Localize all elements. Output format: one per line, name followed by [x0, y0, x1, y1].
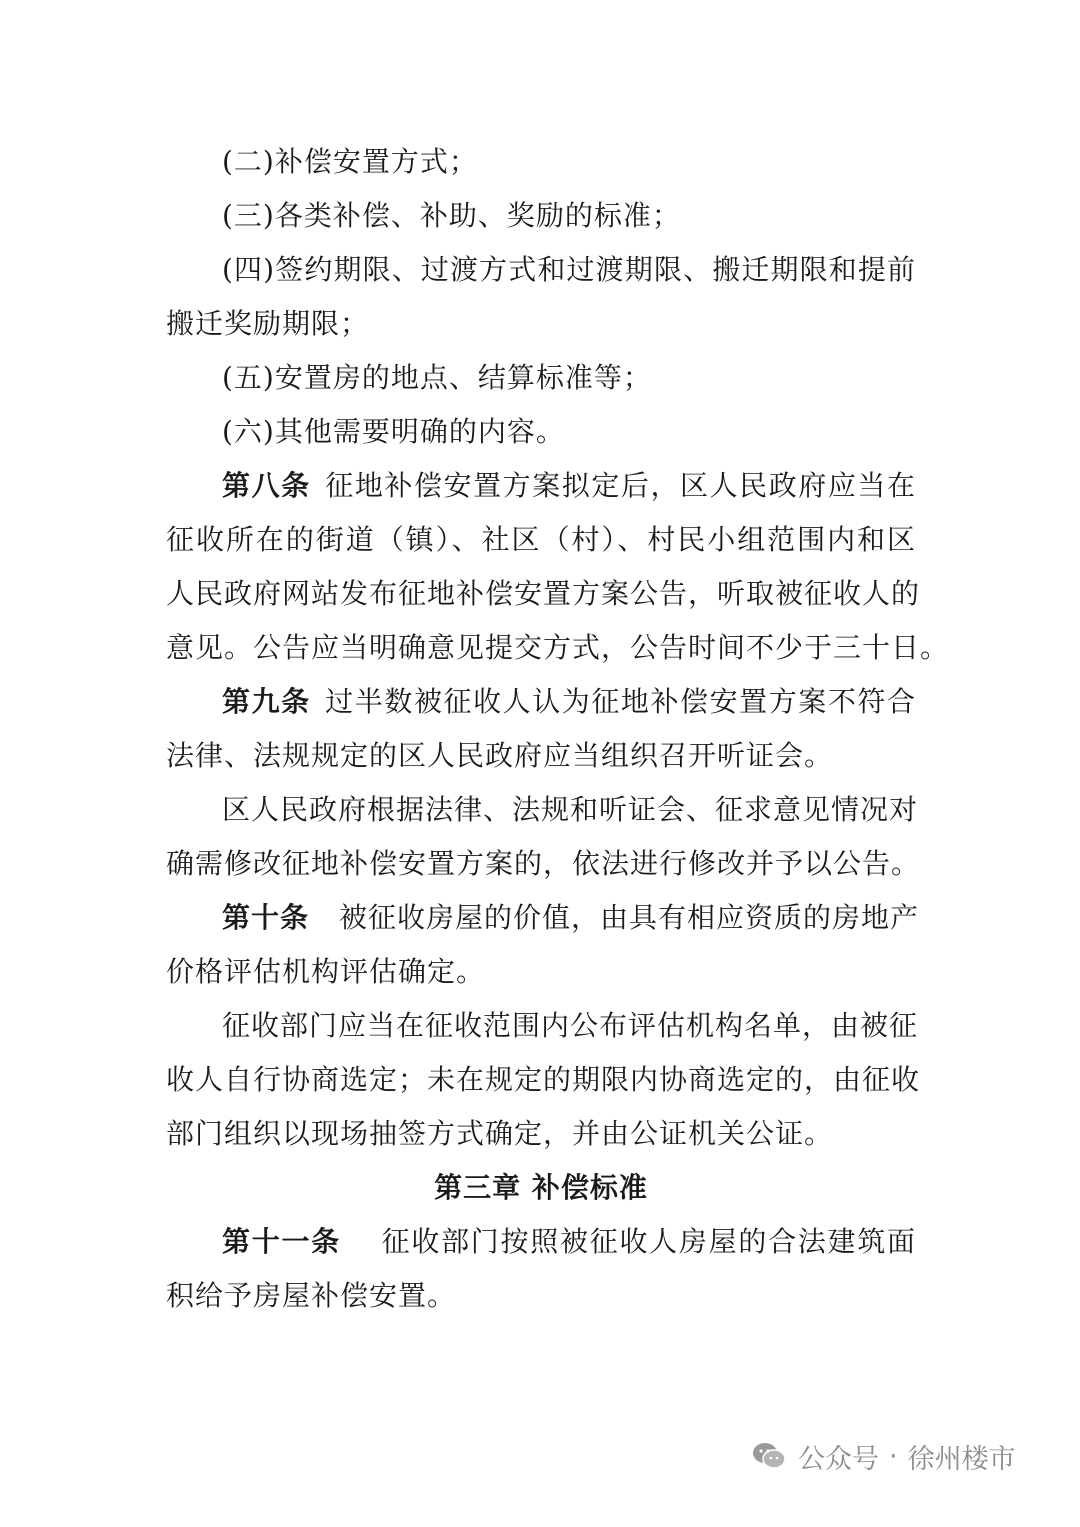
- article-9-para2-line: 确需修改征地补偿安置方案的，依法进行修改并予以公告。: [166, 847, 921, 880]
- article-8-line: 人民政府网站发布征地补偿安置方案公告，听取被征收人的: [166, 577, 921, 610]
- article-8-text: 征地补偿安置方案拟定后，区人民政府应当在: [324, 469, 916, 502]
- article-8-line: 征收所在的街道（镇）、社区（村）、村民小组范围内和区: [166, 523, 916, 556]
- wechat-icon: [752, 1441, 786, 1471]
- watermark-separator: ·: [889, 1440, 898, 1472]
- list-item-2: (二)补偿安置方式；: [222, 145, 478, 178]
- article-11-title: 第十一条: [222, 1225, 341, 1258]
- list-item-4-cont: 搬迁奖励期限；: [166, 307, 370, 340]
- article-11-line: 积给予房屋补偿安置。: [166, 1279, 457, 1312]
- article-9-first-line: [166, 675, 916, 729]
- article-10-para2-line: 收人自行协商选定；未在规定的期限内协商选定的，由征收: [166, 1063, 921, 1096]
- article-9-para2-line: 区人民政府根据法律、法规和听证会、征求意见情况对: [222, 793, 919, 826]
- article-8-first-line: [166, 459, 916, 513]
- list-item-6: (六)其他需要明确的内容。: [222, 415, 565, 448]
- watermark-label: 公众号: [798, 1443, 879, 1475]
- article-10-para2-line: 部门组织以现场抽签方式确定，并由公证机关公证。: [166, 1117, 834, 1150]
- chapter-heading: 第三章 补偿标准: [434, 1171, 648, 1204]
- list-item-5: (五)安置房的地点、结算标准等；: [222, 361, 652, 394]
- article-11-first-line: [166, 1215, 916, 1269]
- article-8-title: 第八条: [222, 469, 311, 502]
- article-10-text: 被征收房屋的价值，由具有相应资质的房地产: [339, 901, 920, 934]
- article-9-line: 法律、法规规定的区人民政府应当组织召开听证会。: [166, 739, 834, 772]
- document-page: [166, 135, 950, 1323]
- article-11-text: 征收部门按照被征收人房屋的合法建筑面: [380, 1225, 916, 1258]
- wechat-watermark: [752, 1432, 1016, 1480]
- article-10-first-line: [166, 891, 920, 945]
- list-item-3: (三)各类补偿、补助、奖励的标准；: [222, 199, 681, 232]
- article-8-line: 意见。公告应当明确意见提交方式，公告时间不少于三十日。: [166, 631, 950, 664]
- article-9-text: 过半数被征收人认为征地补偿安置方案不符合: [324, 685, 916, 718]
- article-10-title: 第十条: [222, 901, 310, 934]
- article-9-title: 第九条: [222, 685, 311, 718]
- list-item-4: (四)签约期限、过渡方式和过渡期限、搬迁期限和提前: [222, 253, 916, 286]
- article-10-para2-line: 征收部门应当在征收范围内公布评估机构名单，由被征: [222, 1009, 919, 1042]
- watermark-account: 徐州楼市: [907, 1443, 1016, 1475]
- article-10-line: 价格评估机构评估确定。: [166, 955, 486, 988]
